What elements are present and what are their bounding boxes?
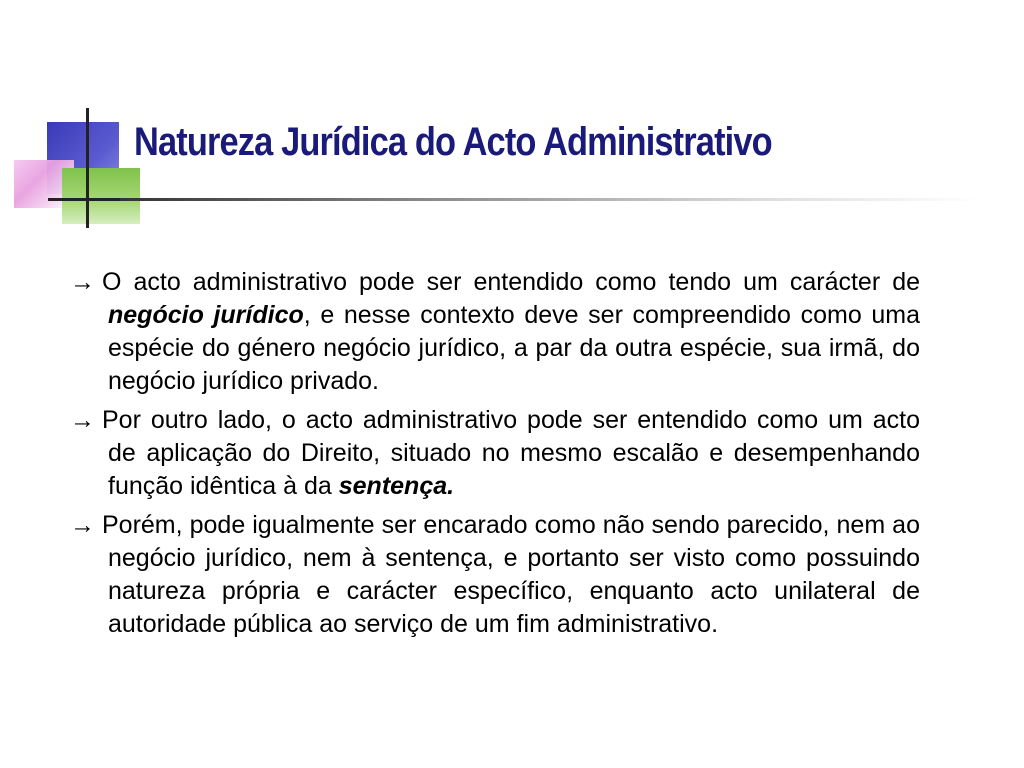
paragraph-2 xyxy=(70,404,920,503)
paragraph-text: , e nesse contexto deve ser compreendido como uma espécie do género negócio jurídico, a par da outra espécie, sua irmã, do negócio jurídico privado. xyxy=(108,301,920,395)
slide-body xyxy=(70,266,920,647)
paragraph-1 xyxy=(70,266,920,398)
arrow-bullet-icon: → xyxy=(70,406,95,434)
vertical-rule-decoration xyxy=(86,108,89,228)
slide-title: Natureza Jurídica do Acto Administrativo xyxy=(134,120,772,164)
green-square-decoration xyxy=(62,168,140,224)
arrow-bullet-icon: → xyxy=(70,268,95,296)
paragraph-text: Por outro lado, o acto administrativo pode ser entendido como um acto de aplicação do Direito, situado no mesmo escalão e desempenhando função idêntica à da xyxy=(102,406,920,500)
emphasis-text: sentença. xyxy=(338,472,455,500)
paragraph-text: Porém, pode igualmente ser encarado como não sendo parecido, nem ao negócio jurídico, nem à sentença, e portanto ser visto como possuindo natureza própria e carácter específico, enquanto acto unilateral de autoridade pública ao serviço de um fim administrativo. xyxy=(102,511,920,638)
paragraph-3 xyxy=(70,509,920,641)
paragraph-text: O acto administrativo pode ser entendido como tendo um carácter de xyxy=(102,268,920,296)
arrow-bullet-icon: → xyxy=(70,511,95,539)
emphasis-text: negócio jurídico xyxy=(108,301,304,329)
title-underline xyxy=(120,198,980,201)
